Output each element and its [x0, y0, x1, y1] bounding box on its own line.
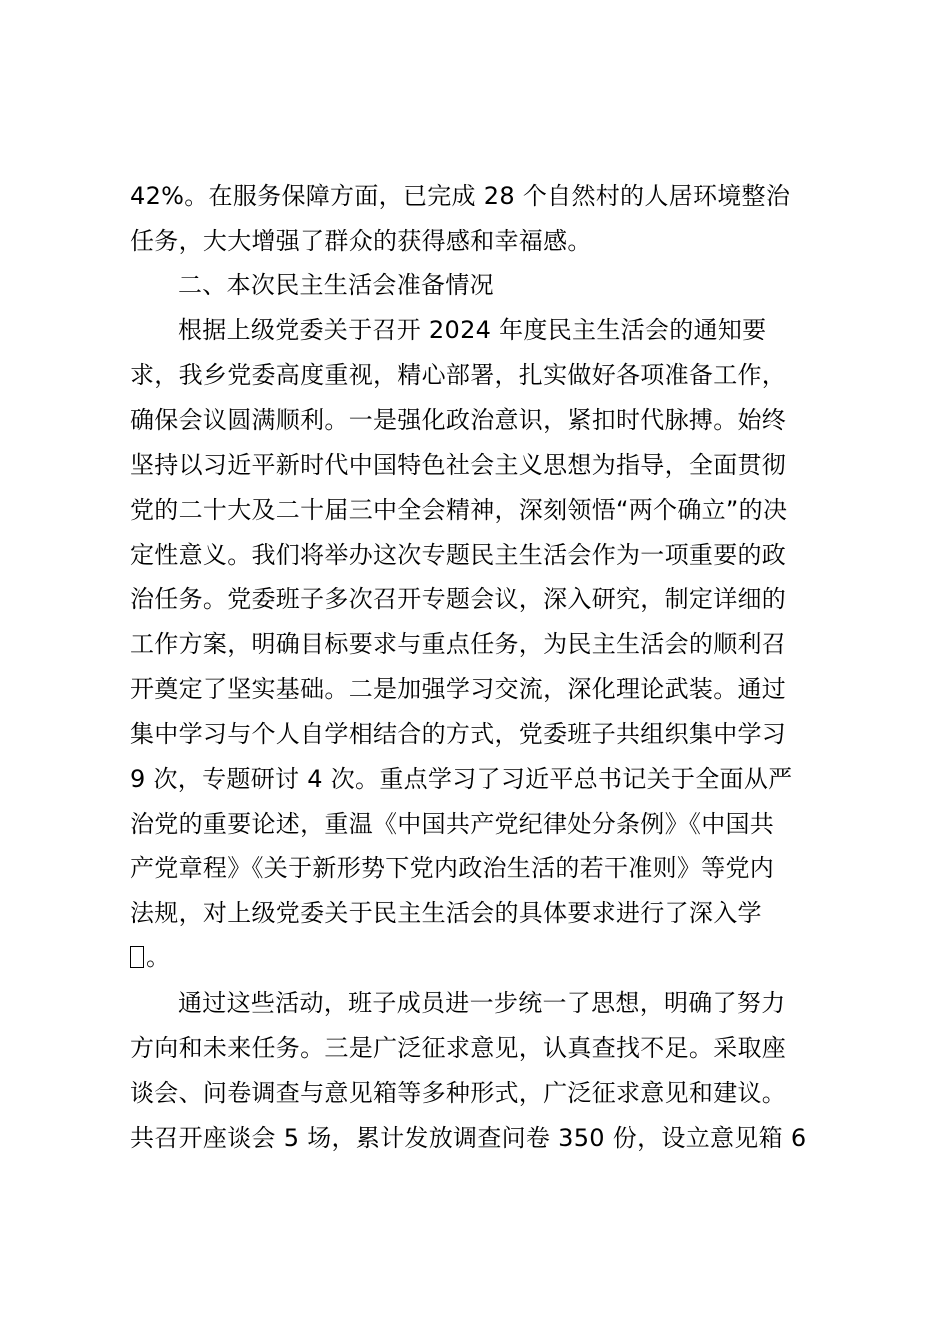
- text-line-end: 。: [146, 943, 171, 971]
- text-line: 方向和未来任务。三是广泛征求意见，认真查找不足。采取座: [130, 1034, 787, 1062]
- text-line: 治任务。党委班子多次召开专题会议，深入研究，制定详细的: [130, 585, 787, 613]
- text-line: 9 次，专题研讨 4 次。重点学习了习近平总书记关于全面从严: [130, 765, 793, 793]
- text-line: 根据上级党委关于召开 2024 年度民主生活会的通知要: [178, 316, 767, 344]
- text-line: 坚持以习近平新时代中国特色社会主义思想为指导，全面贯彻: [130, 451, 787, 479]
- text-line: 集中学习与个人自学相结合的方式，党委班子共组织集中学习: [130, 720, 787, 748]
- text-line: 开奠定了坚实基础。二是加强学习交流，深化理论武装。通过: [130, 675, 787, 703]
- text-line: 通过这些活动，班子成员进一步统一了思想，明确了努力: [178, 989, 786, 1017]
- text-line: 确保会议圆满顺利。一是强化政治意识，紧扣时代脉搏。始终: [130, 406, 787, 434]
- text-line: 法规，对上级党委关于民主生活会的具体要求进行了深入学: [130, 899, 762, 927]
- text-line: 求，我乡党委高度重视，精心部署，扎实做好各项准备工作，: [130, 361, 787, 389]
- missing-glyph-box: [130, 946, 144, 968]
- text-line: 共召开座谈会 5 场，累计发放调查问卷 350 份，设立意见箱 6: [130, 1124, 807, 1152]
- text-line-fragment: [130, 937, 830, 977]
- text-line: 42%。在服务保障方面，已完成 28 个自然村的人居环境整治: [130, 182, 791, 210]
- text-line: 谈会、问卷调查与意见箱等多种形式，广泛征求意见和建议。: [130, 1079, 787, 1107]
- text-line: 定性意义。我们将举办这次专题民主生活会作为一项重要的政: [130, 541, 787, 569]
- text-line: 产党章程》《关于新形势下党内政治生活的若干准则》等党内: [130, 854, 775, 882]
- text-line: 治党的重要论述，重温《中国共产党纪律处分条例》《中国共: [130, 810, 775, 838]
- section-heading: 二、本次民主生活会准备情况: [178, 271, 494, 299]
- text-line: 工作方案，明确目标要求与重点任务，为民主生活会的顺利召: [130, 630, 787, 658]
- text-line: 党的二十大及二十届三中全会精神，深刻领悟“两个确立”的决: [130, 496, 788, 524]
- text-line: 任务，大大增强了群众的获得感和幸福感。: [130, 227, 592, 255]
